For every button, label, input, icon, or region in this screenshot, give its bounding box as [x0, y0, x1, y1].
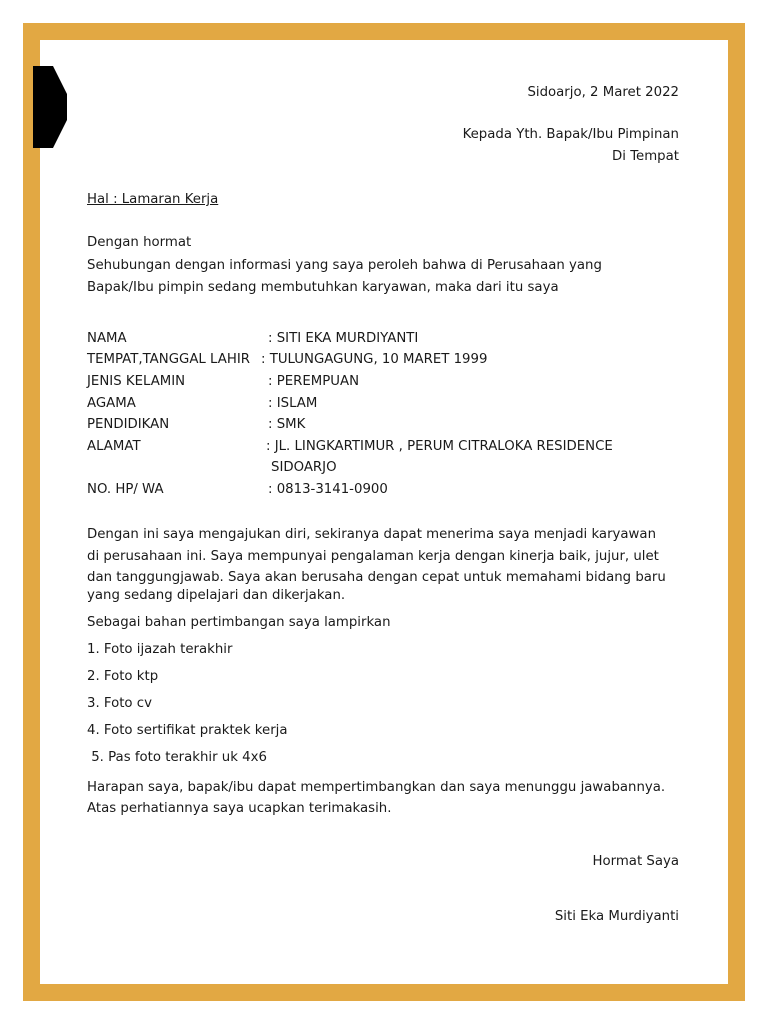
closing-line-1: Harapan saya, bapak/ibu dapat mempertimbangkan dan saya menunggu jawabannya. — [87, 780, 666, 795]
field-label: JENIS KELAMIN — [87, 374, 186, 389]
field-label: AGAMA — [87, 396, 136, 411]
list-item: 5. Pas foto terakhir uk 4x6 — [87, 750, 267, 765]
body-line-2: di perusahaan ini. Saya mempunyai pengalaman kerja dengan kinerja baik, jujur, ulet — [87, 549, 659, 564]
field-value: : 0813-3141-0900 — [268, 482, 388, 497]
body-line-1: Dengan ini saya mengajukan diri, sekiranya dapat menerima saya menjadi karyawan — [87, 527, 657, 542]
list-item: 2. Foto ktp — [87, 669, 159, 684]
attachments-intro: Sebagai bahan pertimbangan saya lampirkan — [87, 615, 391, 630]
recipient-line-2: Di Tempat — [612, 149, 679, 164]
greeting: Dengan hormat — [87, 235, 192, 250]
field-value: : ISLAM — [268, 396, 318, 411]
field-value: : SITI EKA MURDIYANTI — [268, 331, 419, 346]
field-value-continued: SIDOARJO — [271, 460, 337, 475]
signature-name: Siti Eka Murdiyanti — [554, 909, 679, 924]
field-label: NAMA — [87, 331, 127, 346]
field-value: : JL. LINGKARTIMUR , PERUM CITRALOKA RESIDENCE — [266, 439, 613, 454]
field-label: TEMPAT,TANGGAL LAHIR — [87, 352, 251, 367]
sign-off: Hormat Saya — [592, 854, 679, 869]
list-item: 4. Foto sertifikat praktek kerja — [87, 723, 288, 738]
field-label: PENDIDIKAN — [87, 417, 170, 432]
letter-subject: Hal : Lamaran Kerja — [87, 192, 219, 207]
field-value: : PEREMPUAN — [268, 374, 360, 389]
list-item: 3. Foto cv — [87, 696, 152, 711]
intro-line-1: Sehubungan dengan informasi yang saya peroleh bahwa di Perusahaan yang — [87, 258, 602, 273]
list-item: 1. Foto ijazah terakhir — [87, 642, 233, 657]
field-label: NO. HP/ WA — [87, 482, 164, 497]
place-date: Sidoarjo, 2 Maret 2022 — [527, 85, 679, 100]
body-line-3: dan tanggungjawab. Saya akan berusaha dengan cepat untuk memahami bidang baru — [87, 570, 666, 585]
recipient-line-1: Kepada Yth. Bapak/Ibu Pimpinan — [462, 127, 679, 142]
bookmark-tag-icon — [33, 66, 67, 148]
closing-line-2: Atas perhatiannya saya ucapkan terimakasih. — [87, 801, 392, 816]
field-label: ALAMAT — [87, 439, 141, 454]
field-value: : SMK — [268, 417, 306, 432]
field-value: : TULUNGAGUNG, 10 MARET 1999 — [261, 352, 488, 367]
intro-line-2: Bapak/Ibu pimpin sedang membutuhkan karyawan, maka dari itu saya — [87, 280, 559, 295]
body-line-4: yang sedang dipelajari dan dikerjakan. — [87, 588, 346, 603]
